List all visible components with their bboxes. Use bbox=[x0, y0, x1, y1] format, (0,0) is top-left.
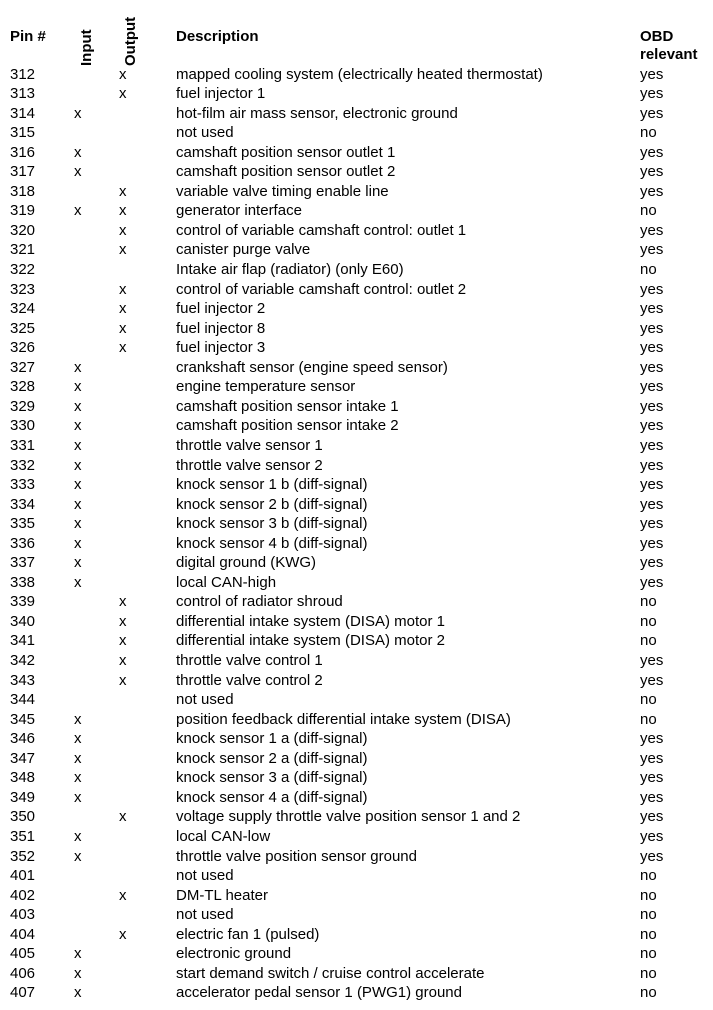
obd-relevant: yes bbox=[640, 163, 664, 181]
obd-relevant: yes bbox=[640, 476, 664, 494]
table-row bbox=[0, 377, 713, 397]
output-mark: x bbox=[119, 652, 127, 669]
description: knock sensor 3 a (diff-signal) bbox=[176, 769, 368, 787]
obd-relevant: yes bbox=[640, 241, 664, 259]
table-row bbox=[0, 260, 713, 280]
output-mark: x bbox=[119, 612, 127, 630]
pin-number: 337 bbox=[10, 554, 36, 572]
pin-number: 351 bbox=[10, 827, 36, 845]
output-mark: x bbox=[119, 886, 127, 904]
description: electronic ground bbox=[176, 945, 292, 963]
obd-relevant: no bbox=[640, 612, 657, 630]
table-row bbox=[0, 436, 713, 456]
table-row bbox=[0, 475, 713, 495]
obd-relevant: no bbox=[640, 984, 657, 1002]
output-mark: x bbox=[119, 182, 127, 200]
input-mark: x bbox=[74, 847, 82, 865]
pin-number: 348 bbox=[10, 769, 36, 787]
table-row bbox=[0, 729, 713, 749]
table-row bbox=[0, 788, 713, 808]
obd-relevant: yes bbox=[640, 808, 664, 826]
obd-relevant: yes bbox=[640, 104, 664, 122]
output-mark: x bbox=[119, 671, 127, 689]
description: mapped cooling system (electrically heated thermostat) bbox=[176, 65, 543, 83]
obd-relevant: no bbox=[640, 202, 657, 220]
description: canister purge valve bbox=[176, 241, 311, 259]
table-row bbox=[0, 827, 713, 847]
output-mark: x bbox=[119, 280, 127, 298]
input-mark: x bbox=[74, 788, 82, 806]
table-row bbox=[0, 299, 713, 319]
obd-relevant: yes bbox=[640, 221, 664, 239]
obd-relevant: yes bbox=[640, 515, 664, 533]
obd-relevant: yes bbox=[640, 143, 664, 161]
obd-relevant: no bbox=[640, 632, 657, 650]
description: start demand switch / cruise control accelerate bbox=[176, 964, 485, 982]
pin-number: 315 bbox=[10, 124, 36, 142]
obd-relevant: yes bbox=[640, 85, 664, 103]
obd-relevant: no bbox=[640, 906, 657, 924]
obd-relevant: yes bbox=[640, 534, 664, 552]
description: variable valve timing enable line bbox=[176, 182, 389, 200]
pin-number: 323 bbox=[10, 280, 36, 298]
pin-number: 330 bbox=[10, 417, 36, 435]
obd-relevant: no bbox=[640, 886, 657, 904]
pin-number: 345 bbox=[10, 710, 36, 728]
input-mark: x bbox=[74, 515, 82, 533]
description: DM-TL heater bbox=[176, 886, 268, 904]
input-mark: x bbox=[74, 143, 82, 161]
pin-number: 313 bbox=[10, 85, 36, 103]
input-mark: x bbox=[74, 573, 82, 591]
pin-number: 338 bbox=[10, 573, 36, 591]
input-mark: x bbox=[74, 554, 82, 572]
pin-number: 401 bbox=[10, 867, 36, 885]
pin-number: 331 bbox=[10, 436, 36, 454]
description: knock sensor 4 b (diff-signal) bbox=[176, 534, 368, 552]
header-obd-relevant bbox=[640, 28, 698, 64]
obd-relevant: yes bbox=[640, 554, 664, 572]
input-mark: x bbox=[74, 945, 82, 963]
table-row bbox=[0, 886, 713, 906]
description: camshaft position sensor intake 1 bbox=[176, 397, 399, 415]
output-mark: x bbox=[119, 319, 127, 337]
pin-number: 328 bbox=[10, 378, 36, 396]
pin-number: 329 bbox=[10, 397, 36, 415]
input-mark: x bbox=[74, 436, 82, 454]
obd-relevant: no bbox=[640, 867, 657, 885]
table-row bbox=[0, 280, 713, 300]
table-row bbox=[0, 416, 713, 436]
header-input: Input bbox=[78, 29, 95, 66]
input-mark: x bbox=[74, 476, 82, 494]
pin-number: 343 bbox=[10, 671, 36, 689]
input-mark: x bbox=[74, 984, 82, 1002]
table-row bbox=[0, 964, 713, 984]
pin-number: 325 bbox=[10, 319, 36, 337]
table-row bbox=[0, 573, 713, 593]
description: camshaft position sensor intake 2 bbox=[176, 417, 399, 435]
obd-relevant: yes bbox=[640, 827, 664, 845]
output-mark: x bbox=[119, 632, 127, 650]
obd-relevant: yes bbox=[640, 769, 664, 787]
description: knock sensor 1 a (diff-signal) bbox=[176, 730, 368, 748]
description: digital ground (KWG) bbox=[176, 554, 317, 572]
description: knock sensor 2 a (diff-signal) bbox=[176, 749, 368, 767]
pin-number: 344 bbox=[10, 691, 36, 709]
description: engine temperature sensor bbox=[176, 378, 356, 396]
pin-number: 407 bbox=[10, 984, 36, 1002]
table-row bbox=[0, 592, 713, 612]
description: differential intake system (DISA) motor 2 bbox=[176, 632, 445, 650]
table-row bbox=[0, 358, 713, 378]
obd-relevant: no bbox=[640, 593, 657, 611]
description: local CAN-low bbox=[176, 827, 271, 845]
pin-number: 335 bbox=[10, 515, 36, 533]
obd-relevant: no bbox=[640, 964, 657, 982]
pin-number: 318 bbox=[10, 182, 36, 200]
input-mark: x bbox=[74, 202, 82, 220]
table-row bbox=[0, 240, 713, 260]
table-row bbox=[0, 671, 713, 691]
pin-number: 349 bbox=[10, 788, 36, 806]
table-row bbox=[0, 495, 713, 515]
table-row bbox=[0, 905, 713, 925]
output-mark: x bbox=[119, 221, 127, 239]
obd-relevant: yes bbox=[640, 300, 664, 318]
obd-relevant: no bbox=[640, 945, 657, 963]
pin-number: 352 bbox=[10, 847, 36, 865]
pin-number: 327 bbox=[10, 358, 36, 376]
table-row bbox=[0, 123, 713, 143]
obd-relevant: yes bbox=[640, 378, 664, 396]
output-mark: x bbox=[119, 85, 127, 103]
description: not used bbox=[176, 867, 234, 885]
table-row bbox=[0, 553, 713, 573]
pin-number: 320 bbox=[10, 221, 36, 239]
input-mark: x bbox=[74, 749, 82, 767]
description: control of variable camshaft control: outlet 1 bbox=[176, 221, 467, 239]
table-row bbox=[0, 925, 713, 945]
description: Intake air flap (radiator) (only E60) bbox=[176, 261, 404, 278]
description: fuel injector 8 bbox=[176, 319, 266, 337]
obd-relevant: yes bbox=[640, 730, 664, 748]
description: camshaft position sensor outlet 1 bbox=[176, 143, 396, 161]
pin-number: 342 bbox=[10, 652, 36, 669]
description: camshaft position sensor outlet 2 bbox=[176, 163, 396, 181]
description: electric fan 1 (pulsed) bbox=[176, 925, 320, 943]
table-row bbox=[0, 221, 713, 241]
table-row bbox=[0, 514, 713, 534]
obd-relevant: yes bbox=[640, 182, 664, 200]
pin-number: 350 bbox=[10, 808, 36, 826]
obd-relevant: yes bbox=[640, 339, 664, 357]
description: knock sensor 4 a (diff-signal) bbox=[176, 788, 368, 806]
obd-relevant: no bbox=[640, 710, 657, 728]
output-mark: x bbox=[119, 300, 127, 318]
table-row bbox=[0, 847, 713, 867]
obd-relevant: yes bbox=[640, 280, 664, 298]
input-mark: x bbox=[74, 163, 82, 181]
description: knock sensor 3 b (diff-signal) bbox=[176, 515, 368, 533]
output-mark: x bbox=[119, 808, 127, 826]
pin-number: 314 bbox=[10, 104, 36, 122]
table-row bbox=[0, 690, 713, 710]
description: local CAN-high bbox=[176, 573, 277, 591]
pin-number: 346 bbox=[10, 730, 36, 748]
output-mark: x bbox=[119, 925, 127, 943]
obd-relevant: no bbox=[640, 124, 657, 142]
pin-number: 341 bbox=[10, 632, 36, 650]
description: position feedback differential intake system (DISA) bbox=[176, 710, 511, 728]
obd-relevant: no bbox=[640, 261, 657, 278]
description: not used bbox=[176, 124, 234, 142]
obd-relevant: yes bbox=[640, 65, 664, 83]
obd-relevant: yes bbox=[640, 652, 664, 669]
pin-number: 339 bbox=[10, 593, 36, 611]
obd-relevant: no bbox=[640, 691, 657, 709]
description: fuel injector 1 bbox=[176, 85, 266, 103]
pin-number: 321 bbox=[10, 241, 36, 259]
table-row bbox=[0, 768, 713, 788]
obd-relevant: yes bbox=[640, 671, 664, 689]
description: not used bbox=[176, 906, 234, 924]
description: fuel injector 3 bbox=[176, 339, 266, 357]
description: throttle valve sensor 2 bbox=[176, 456, 323, 474]
table-row bbox=[0, 807, 713, 827]
description: crankshaft sensor (engine speed sensor) bbox=[176, 358, 448, 376]
description: control of variable camshaft control: outlet 2 bbox=[176, 280, 467, 298]
input-mark: x bbox=[74, 534, 82, 552]
pin-number: 332 bbox=[10, 456, 36, 474]
input-mark: x bbox=[74, 358, 82, 376]
description: generator interface bbox=[176, 202, 302, 220]
obd-relevant: yes bbox=[640, 436, 664, 454]
input-mark: x bbox=[74, 397, 82, 415]
table-row bbox=[0, 338, 713, 358]
header-pin: Pin # bbox=[10, 28, 46, 45]
description: throttle valve sensor 1 bbox=[176, 436, 323, 454]
description: throttle valve control 1 bbox=[176, 652, 323, 669]
pin-number: 319 bbox=[10, 202, 36, 220]
pin-number: 316 bbox=[10, 143, 36, 161]
table-row bbox=[0, 983, 713, 1003]
header-obd-line1: OBD bbox=[640, 28, 674, 45]
description: hot-film air mass sensor, electronic ground bbox=[176, 104, 458, 122]
description: not used bbox=[176, 691, 234, 709]
pin-number: 405 bbox=[10, 945, 36, 963]
input-mark: x bbox=[74, 769, 82, 787]
table-row bbox=[0, 162, 713, 182]
input-mark: x bbox=[74, 456, 82, 474]
pin-number: 324 bbox=[10, 300, 36, 318]
obd-relevant: yes bbox=[640, 788, 664, 806]
description: throttle valve control 2 bbox=[176, 671, 323, 689]
table-row bbox=[0, 866, 713, 886]
pin-number: 326 bbox=[10, 339, 36, 357]
input-mark: x bbox=[74, 730, 82, 748]
obd-relevant: yes bbox=[640, 749, 664, 767]
obd-relevant: yes bbox=[640, 495, 664, 513]
input-mark: x bbox=[74, 378, 82, 396]
pin-number: 347 bbox=[10, 749, 36, 767]
output-mark: x bbox=[119, 593, 127, 611]
obd-relevant: no bbox=[640, 925, 657, 943]
header-output: Output bbox=[122, 16, 139, 66]
pin-number: 317 bbox=[10, 163, 36, 181]
output-mark: x bbox=[119, 202, 127, 220]
output-mark: x bbox=[119, 339, 127, 357]
pin-number: 402 bbox=[10, 886, 36, 904]
obd-relevant: yes bbox=[640, 573, 664, 591]
table-row bbox=[0, 651, 713, 671]
pin-number: 340 bbox=[10, 612, 36, 630]
description: knock sensor 1 b (diff-signal) bbox=[176, 476, 368, 494]
table-row bbox=[0, 631, 713, 651]
pin-number: 404 bbox=[10, 925, 36, 943]
table-row bbox=[0, 65, 713, 85]
pin-number: 322 bbox=[10, 261, 36, 278]
output-mark: x bbox=[119, 241, 127, 259]
description: voltage supply throttle valve position sensor 1 and 2 bbox=[176, 808, 521, 826]
obd-relevant: yes bbox=[640, 319, 664, 337]
table-row bbox=[0, 749, 713, 769]
input-mark: x bbox=[74, 964, 82, 982]
table-row bbox=[0, 201, 713, 221]
table-row bbox=[0, 397, 713, 417]
pin-number: 333 bbox=[10, 476, 36, 494]
table-row bbox=[0, 182, 713, 202]
description: control of radiator shroud bbox=[176, 593, 343, 611]
obd-relevant: yes bbox=[640, 397, 664, 415]
pin-number: 312 bbox=[10, 65, 36, 83]
description: accelerator pedal sensor 1 (PWG1) ground bbox=[176, 984, 462, 1002]
table-row bbox=[0, 944, 713, 964]
description: differential intake system (DISA) motor 1 bbox=[176, 612, 445, 630]
pin-number: 336 bbox=[10, 534, 36, 552]
header-description: Description bbox=[176, 28, 259, 45]
description: fuel injector 2 bbox=[176, 300, 266, 318]
header-obd-line2: relevant bbox=[640, 46, 698, 63]
input-mark: x bbox=[74, 417, 82, 435]
table-row bbox=[0, 612, 713, 632]
obd-relevant: yes bbox=[640, 847, 664, 865]
table-row bbox=[0, 319, 713, 339]
pin-number: 334 bbox=[10, 495, 36, 513]
pin-number: 406 bbox=[10, 964, 36, 982]
table-row bbox=[0, 710, 713, 730]
input-mark: x bbox=[74, 104, 82, 122]
obd-relevant: yes bbox=[640, 456, 664, 474]
table-row bbox=[0, 534, 713, 554]
input-mark: x bbox=[74, 710, 82, 728]
description: knock sensor 2 b (diff-signal) bbox=[176, 495, 368, 513]
table-row bbox=[0, 456, 713, 476]
obd-relevant: yes bbox=[640, 358, 664, 376]
table-row bbox=[0, 84, 713, 104]
input-mark: x bbox=[74, 827, 82, 845]
description: throttle valve position sensor ground bbox=[176, 847, 417, 865]
table-row bbox=[0, 143, 713, 163]
input-mark: x bbox=[74, 495, 82, 513]
output-mark: x bbox=[119, 65, 127, 83]
pin-number: 403 bbox=[10, 906, 36, 924]
table-row bbox=[0, 104, 713, 124]
obd-relevant: yes bbox=[640, 417, 664, 435]
